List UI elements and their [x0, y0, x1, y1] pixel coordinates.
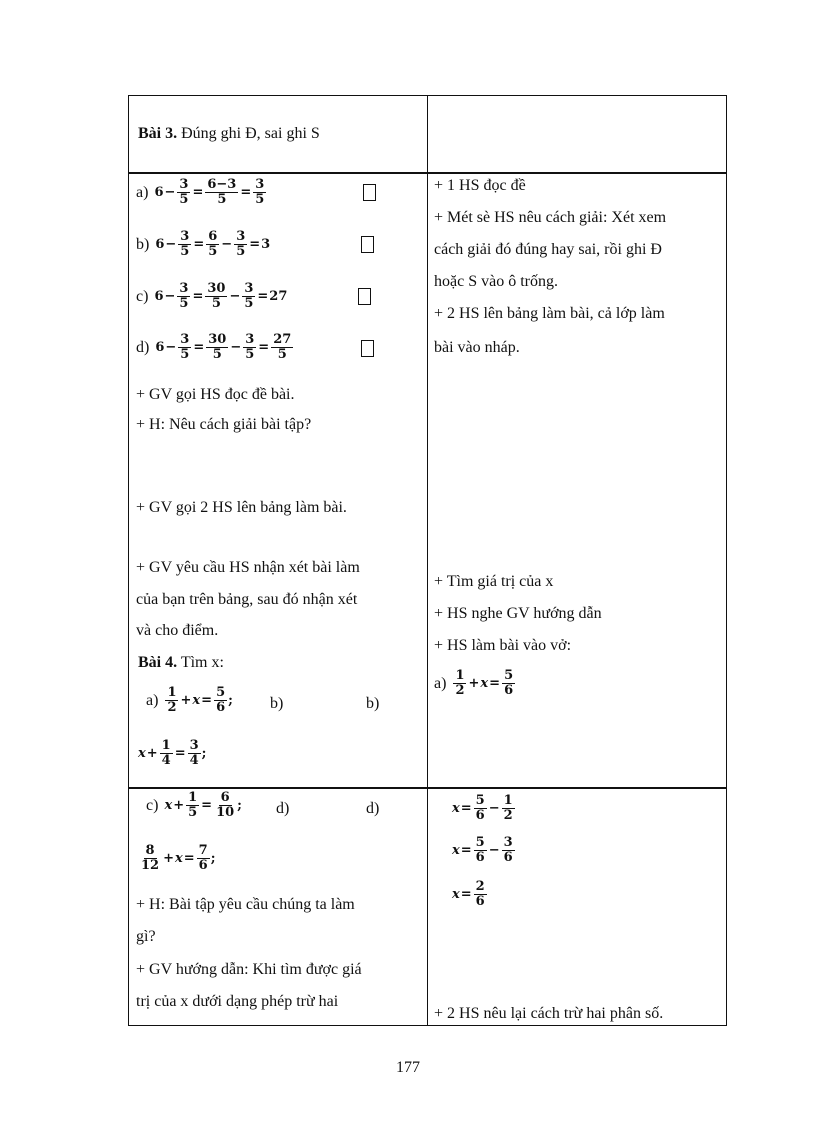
numerator: 30 — [207, 281, 226, 296]
left-line-3: + GV gọi 2 HS lên bảng làm bài. — [136, 499, 347, 516]
denominator: 5 — [179, 296, 189, 311]
item-label: a) — [136, 183, 149, 201]
item-label: a) — [146, 691, 159, 709]
denominator: 5 — [188, 805, 198, 820]
variable-x: x — [138, 746, 146, 761]
bai4-b-label-2: b) — [366, 695, 380, 712]
op: = — [460, 843, 472, 858]
numerator: 3 — [180, 229, 190, 244]
fraction — [234, 230, 247, 259]
denominator: 2 — [455, 683, 465, 698]
fraction — [139, 844, 161, 873]
item-label: b) — [136, 235, 150, 253]
right-line-6: bài vào nháp. — [434, 339, 520, 356]
fraction — [474, 836, 487, 865]
exercise-3-instruction: Đúng ghi Đ, sai ghi S — [177, 125, 320, 142]
exercise-3-label: Bài 3. — [138, 125, 178, 142]
op: = — [192, 185, 204, 200]
op: − — [164, 185, 176, 200]
op: = — [201, 693, 213, 708]
semicolon: ; — [201, 746, 207, 761]
bai4-b-label-1: b) — [270, 695, 284, 712]
op: + — [146, 746, 158, 761]
denominator: 4 — [161, 753, 171, 768]
bai3-item-b — [136, 230, 270, 259]
fraction — [205, 282, 227, 311]
fraction — [160, 739, 173, 768]
right-line-7: + Tìm giá trị của x — [434, 573, 554, 590]
op: = — [257, 289, 269, 304]
numerator: 3 — [179, 281, 189, 296]
denominator: 5 — [212, 347, 222, 362]
op: − — [165, 237, 177, 252]
numerator: 3 — [503, 835, 513, 850]
variable-x: x — [452, 843, 460, 858]
numerator: 3 — [179, 177, 189, 192]
op: = — [240, 185, 252, 200]
right-line-4: hoặc S vào ô trống. — [434, 273, 558, 290]
bai4-item-b — [138, 739, 206, 768]
numerator: 1 — [188, 790, 198, 805]
right-line-8: + HS nghe GV hướng dẫn — [434, 605, 602, 622]
op: − — [221, 237, 233, 252]
right-line-9: + HS làm bài vào vở: — [434, 637, 572, 654]
numerator: 5 — [475, 835, 485, 850]
fraction — [177, 282, 190, 311]
item-label: a) — [434, 674, 447, 692]
denominator: 2 — [167, 700, 177, 715]
fraction — [178, 230, 191, 259]
variable-x: x — [175, 851, 183, 866]
left-line-1: + GV gọi HS đọc đề bài. — [136, 386, 295, 403]
fraction — [242, 282, 255, 311]
fraction — [214, 791, 236, 820]
left-line-5: của bạn trên bảng, sau đó nhận xét — [136, 591, 358, 608]
bai3-item-d — [136, 333, 294, 362]
numerator: 1 — [161, 738, 171, 753]
denominator: 6 — [475, 850, 485, 865]
denominator: 5 — [179, 192, 189, 207]
denominator: 4 — [189, 753, 199, 768]
numerator: 3 — [245, 332, 255, 347]
item-label: c) — [136, 287, 149, 305]
numerator: 5 — [216, 685, 226, 700]
op: = — [192, 289, 204, 304]
right-line-5: + 2 HS lên bảng làm bài, cả lớp làm — [434, 305, 665, 322]
denominator: 12 — [141, 858, 160, 873]
fraction — [271, 333, 293, 362]
left-q-1: + H: Bài tập yêu cầu chúng ta làm — [136, 896, 355, 913]
answer-box-d[interactable] — [361, 340, 374, 357]
op: − — [229, 289, 241, 304]
numerator: 8 — [145, 843, 155, 858]
fraction — [197, 844, 210, 873]
exercise-4-title — [138, 653, 224, 673]
op: − — [165, 340, 177, 355]
numerator: 30 — [208, 332, 227, 347]
op: + — [180, 693, 192, 708]
right-step-3 — [452, 880, 488, 909]
denominator: 6 — [504, 683, 514, 698]
op: = — [201, 798, 213, 813]
fraction — [205, 178, 238, 207]
column-divider — [427, 95, 428, 1026]
numerator: 3 — [236, 229, 246, 244]
fraction — [502, 794, 515, 823]
op: = — [183, 851, 195, 866]
denominator: 6 — [503, 850, 513, 865]
op: + — [163, 851, 174, 866]
denominator: 5 — [255, 192, 265, 207]
fraction — [186, 791, 199, 820]
op: − — [230, 340, 242, 355]
variable-x: x — [452, 801, 460, 816]
denominator: 5 — [180, 347, 190, 362]
row-divider-2 — [128, 787, 727, 789]
right-step-2 — [452, 836, 516, 865]
numerator: 27 — [273, 332, 292, 347]
left-line-2: + H: Nêu cách giải bài tập? — [136, 416, 312, 433]
num: 27 — [269, 289, 288, 304]
numerator: 6 — [208, 229, 218, 244]
op: = — [460, 801, 472, 816]
fraction — [243, 333, 256, 362]
fraction — [206, 333, 228, 362]
exercise-3-title — [138, 124, 320, 144]
left-q-2: gì? — [136, 928, 156, 945]
left-q-3: + GV hướng dẫn: Khi tìm được giá — [136, 961, 362, 978]
semicolon: ; — [237, 798, 242, 813]
fraction — [474, 880, 487, 909]
variable-x: x — [480, 676, 489, 691]
fraction — [474, 794, 487, 823]
bai4-item-a — [146, 686, 233, 715]
denominator: 5 — [180, 244, 190, 259]
op: − — [488, 843, 500, 858]
numerator: 1 — [503, 793, 513, 808]
fraction — [188, 739, 201, 768]
bai4-item-d — [138, 844, 216, 873]
item-label: d) — [136, 338, 150, 356]
op: = — [193, 237, 205, 252]
right-line-3: cách giải đó đúng hay sai, rồi ghi Đ — [434, 241, 662, 258]
fraction — [178, 333, 191, 362]
num: 6 — [155, 340, 165, 355]
right-line-1: + 1 HS đọc đề — [434, 177, 526, 194]
denominator: 6 — [475, 894, 485, 909]
right-step-1 — [452, 794, 516, 823]
op: = — [193, 340, 205, 355]
item-label: c) — [146, 796, 159, 814]
numerator: 6 — [220, 790, 230, 805]
op: − — [164, 289, 176, 304]
denominator: 5 — [244, 296, 254, 311]
op: = — [174, 746, 186, 761]
left-q-4: trị của x dưới dạng phép trừ hai — [136, 993, 339, 1010]
left-line-6: và cho điểm. — [136, 622, 219, 639]
numerator: 2 — [475, 879, 485, 894]
num: 6 — [155, 237, 165, 252]
denominator: 6 — [198, 858, 208, 873]
fraction — [206, 230, 219, 259]
denominator: 2 — [503, 808, 513, 823]
numerator: 7 — [198, 843, 208, 858]
answer-box-a[interactable] — [363, 184, 376, 201]
numerator: 3 — [189, 738, 199, 753]
bai4-d-label-2: d) — [366, 800, 380, 817]
numerator: 6−3 — [207, 177, 237, 192]
row-divider-1 — [128, 172, 727, 174]
numerator: 1 — [455, 668, 465, 683]
semicolon: ; — [210, 851, 216, 866]
op: + — [468, 676, 480, 691]
semicolon: ; — [228, 693, 233, 708]
op: − — [488, 801, 500, 816]
numerator: 3 — [255, 177, 265, 192]
bai3-item-a — [136, 178, 267, 207]
denominator: 5 — [236, 244, 246, 259]
denominator: 6 — [475, 808, 485, 823]
numerator: 1 — [167, 685, 177, 700]
op: + — [173, 798, 185, 813]
denominator: 5 — [277, 347, 287, 362]
denominator: 5 — [208, 244, 218, 259]
fraction — [177, 178, 190, 207]
fraction — [502, 836, 515, 865]
fraction — [502, 669, 515, 698]
fraction — [453, 669, 466, 698]
bai4-d-label-1: d) — [276, 800, 290, 817]
denominator: 5 — [211, 296, 221, 311]
numerator: 5 — [475, 793, 485, 808]
num: 3 — [261, 237, 271, 252]
op: = — [489, 676, 501, 691]
exercise-4-label: Bài 4. — [138, 654, 178, 671]
denominator: 10 — [216, 805, 235, 820]
variable-x: x — [192, 693, 201, 708]
right-line-11: + 2 HS nêu lại cách trừ hai phân số. — [434, 1005, 664, 1022]
num: 6 — [154, 289, 164, 304]
op: = — [460, 887, 472, 902]
fraction — [165, 686, 178, 715]
denominator: 6 — [216, 700, 226, 715]
bai3-item-c — [136, 282, 287, 311]
denominator: 5 — [245, 347, 255, 362]
fraction — [253, 178, 266, 207]
num: 6 — [154, 185, 164, 200]
numerator: 3 — [180, 332, 190, 347]
page-number: 177 — [396, 1059, 420, 1076]
left-line-4: + GV yêu cầu HS nhận xét bài làm — [136, 559, 360, 576]
right-line-2: + Mét sè HS nêu cách giải: Xét xem — [434, 209, 667, 226]
op: = — [249, 237, 261, 252]
right-solution-a — [434, 669, 516, 698]
fraction — [214, 686, 227, 715]
numerator: 3 — [244, 281, 254, 296]
answer-box-b[interactable] — [361, 236, 374, 253]
numerator: 5 — [504, 668, 514, 683]
denominator: 5 — [217, 192, 227, 207]
bai4-item-c — [146, 791, 242, 820]
op: = — [258, 340, 270, 355]
variable-x: x — [164, 798, 173, 813]
exercise-4-instruction: Tìm x: — [177, 654, 224, 671]
answer-box-c[interactable] — [358, 288, 371, 305]
variable-x: x — [452, 887, 460, 902]
